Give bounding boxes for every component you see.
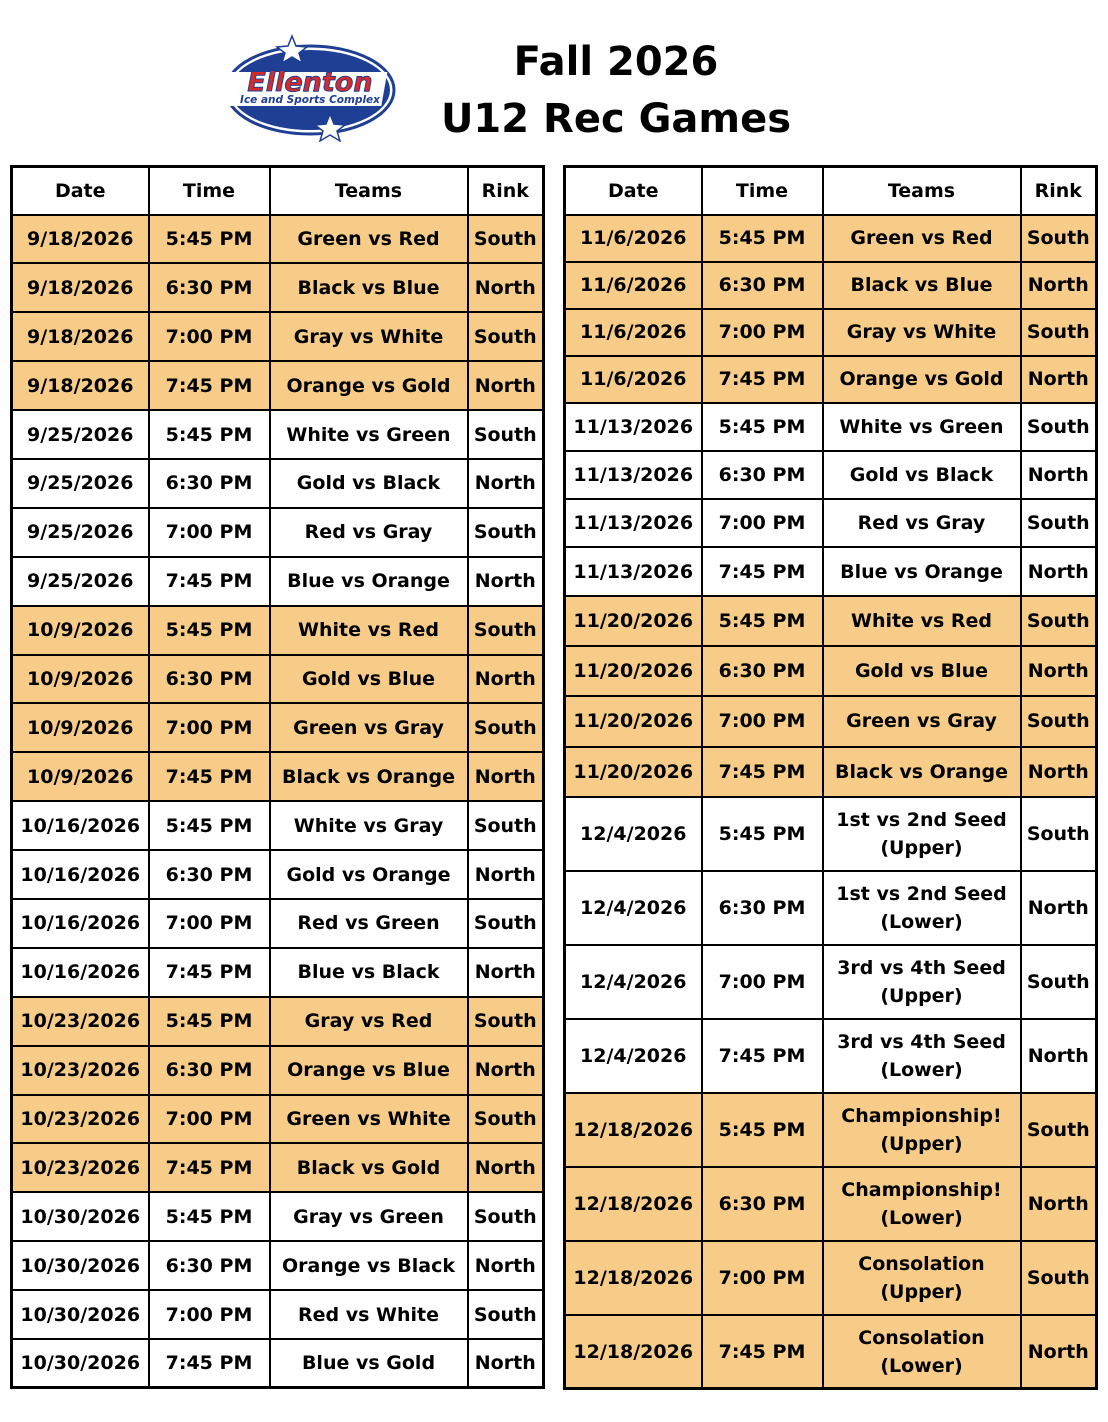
- game-teams: Black vs Orange: [270, 752, 468, 801]
- game-date: 11/6/2026: [565, 215, 702, 262]
- game-row: [565, 451, 1097, 499]
- game-date: 11/6/2026: [565, 262, 702, 309]
- game-time: 5:45 PM: [149, 606, 270, 655]
- game-teams: Gold vs Blue: [270, 655, 468, 704]
- game-time: 5:45 PM: [149, 215, 270, 264]
- game-rink: North: [1021, 262, 1097, 309]
- game-row: [12, 508, 544, 557]
- game-time: 6:30 PM: [149, 1046, 270, 1095]
- game-rink: North: [468, 1339, 544, 1388]
- game-teams: [823, 1167, 1021, 1241]
- game-date: 9/18/2026: [12, 215, 149, 264]
- game-row: [565, 871, 1097, 945]
- game-date: 10/30/2026: [12, 1241, 149, 1290]
- game-time: 6:30 PM: [702, 871, 823, 945]
- game-date: 9/18/2026: [12, 263, 149, 312]
- game-rink: North: [468, 655, 544, 704]
- game-time: 6:30 PM: [149, 850, 270, 899]
- game-row: [12, 801, 544, 850]
- game-date: 11/13/2026: [565, 451, 702, 499]
- page-title: [410, 34, 822, 148]
- game-teams: Gold vs Orange: [270, 850, 468, 899]
- game-date: 10/16/2026: [12, 948, 149, 997]
- game-time: 7:00 PM: [149, 899, 270, 948]
- game-row: [12, 948, 544, 997]
- game-time: 7:00 PM: [702, 309, 823, 356]
- game-rink: South: [468, 410, 544, 459]
- game-date: 12/18/2026: [565, 1241, 702, 1315]
- game-row: [565, 696, 1097, 746]
- header-time: Time: [149, 167, 270, 215]
- game-teams-line: Championship!: [841, 1104, 1002, 1127]
- game-row: [12, 1339, 544, 1388]
- game-time: 5:45 PM: [149, 801, 270, 850]
- game-teams-bracket: (Upper): [880, 1132, 963, 1155]
- game-time: 7:45 PM: [149, 948, 270, 997]
- game-teams: [823, 451, 1021, 499]
- game-row: [12, 997, 544, 1046]
- game-rink: South: [468, 312, 544, 361]
- game-row: [12, 410, 544, 459]
- game-teams-bracket: (Upper): [880, 1280, 963, 1303]
- game-rink: North: [468, 948, 544, 997]
- game-date: 10/23/2026: [12, 1095, 149, 1144]
- game-time: 7:45 PM: [702, 1315, 823, 1389]
- game-teams-line: Green vs Red: [850, 227, 993, 249]
- game-teams-line: Black vs Orange: [835, 760, 1008, 783]
- game-rink: North: [1021, 1315, 1097, 1389]
- header-row: [12, 167, 544, 215]
- game-rink: South: [1021, 1093, 1097, 1167]
- game-row: [12, 1192, 544, 1241]
- game-rink: South: [1021, 797, 1097, 871]
- game-date: 12/18/2026: [565, 1315, 702, 1389]
- schedule-table-left: [10, 165, 545, 1389]
- logo-wordmark: Ellenton: [247, 67, 373, 98]
- game-time: 6:30 PM: [702, 262, 823, 309]
- game-rink: North: [468, 1143, 544, 1192]
- game-row: [565, 747, 1097, 797]
- title-season: Fall 2026: [513, 39, 719, 85]
- game-teams: Orange vs Gold: [270, 361, 468, 410]
- title-division: U12 Rec Games: [440, 96, 792, 142]
- game-date: 10/23/2026: [12, 997, 149, 1046]
- game-date: 10/16/2026: [12, 801, 149, 850]
- game-date: 10/23/2026: [12, 1046, 149, 1095]
- game-row: [12, 752, 544, 801]
- game-teams: Blue vs Black: [270, 948, 468, 997]
- game-time: 6:30 PM: [702, 1167, 823, 1241]
- game-teams-line: Gold vs Blue: [854, 660, 989, 683]
- game-row: [565, 1241, 1097, 1315]
- game-row: [12, 557, 544, 606]
- game-teams-bracket: (Lower): [880, 1206, 963, 1229]
- game-teams: Gray vs Red: [270, 997, 468, 1046]
- game-teams-line: 3rd vs 4th Seed: [837, 1030, 1006, 1053]
- game-teams-line: Gold vs Black: [849, 463, 994, 486]
- logo-tagline: Ice and Sports Complex: [240, 94, 380, 106]
- header-date: Date: [12, 167, 149, 215]
- game-date: 12/4/2026: [565, 871, 702, 945]
- game-teams: Green vs White: [270, 1095, 468, 1144]
- game-teams-bracket: (Lower): [880, 1354, 963, 1377]
- game-time: 7:45 PM: [702, 547, 823, 595]
- game-teams: Orange vs Black: [270, 1241, 468, 1290]
- game-teams: [823, 1241, 1021, 1315]
- game-row: [12, 899, 544, 948]
- game-teams-line: Consolation: [858, 1252, 985, 1275]
- game-teams: [823, 499, 1021, 547]
- game-teams: Green vs Red: [270, 215, 468, 264]
- game-date: 10/16/2026: [12, 850, 149, 899]
- game-teams: [823, 871, 1021, 945]
- game-teams: Blue vs Gold: [270, 1339, 468, 1388]
- game-teams: [823, 696, 1021, 746]
- game-rink: North: [1021, 646, 1097, 696]
- game-teams: Orange vs Blue: [270, 1046, 468, 1095]
- game-time: 7:45 PM: [149, 752, 270, 801]
- game-rink: South: [468, 703, 544, 752]
- game-teams: [823, 309, 1021, 356]
- game-time: 7:00 PM: [702, 945, 823, 1019]
- game-date: 10/9/2026: [12, 655, 149, 704]
- game-date: 9/18/2026: [12, 361, 149, 410]
- game-row: [12, 312, 544, 361]
- game-row: [565, 1167, 1097, 1241]
- game-teams: [823, 262, 1021, 309]
- game-rink: North: [1021, 547, 1097, 595]
- game-row: [12, 1095, 544, 1144]
- game-time: 7:00 PM: [702, 696, 823, 746]
- game-row: [565, 596, 1097, 646]
- game-rink: South: [468, 215, 544, 264]
- game-teams: [823, 1019, 1021, 1093]
- game-teams: Blue vs Orange: [270, 557, 468, 606]
- game-rink: North: [1021, 1167, 1097, 1241]
- game-row: [565, 1315, 1097, 1389]
- game-teams: [823, 797, 1021, 871]
- game-time: 5:45 PM: [702, 1093, 823, 1167]
- game-date: 9/25/2026: [12, 459, 149, 508]
- game-time: 7:45 PM: [702, 747, 823, 797]
- game-teams: [823, 1093, 1021, 1167]
- game-teams: Gray vs White: [270, 312, 468, 361]
- game-rink: North: [1021, 451, 1097, 499]
- game-date: 12/4/2026: [565, 1019, 702, 1093]
- header-date: Date: [565, 167, 702, 215]
- header-rink: Rink: [468, 167, 544, 215]
- game-teams-line: 1st vs 2nd Seed: [836, 808, 1007, 831]
- header-rink: Rink: [1021, 167, 1097, 215]
- game-teams-line: 1st vs 2nd Seed: [836, 882, 1007, 905]
- game-date: 10/30/2026: [12, 1290, 149, 1339]
- game-row: [565, 1093, 1097, 1167]
- game-row: [12, 850, 544, 899]
- game-rink: South: [1021, 596, 1097, 646]
- game-time: 7:00 PM: [149, 508, 270, 557]
- game-teams: [823, 646, 1021, 696]
- game-row: [12, 263, 544, 312]
- game-rink: South: [1021, 215, 1097, 262]
- game-time: 5:45 PM: [149, 410, 270, 459]
- game-row: [565, 499, 1097, 547]
- game-row: [12, 703, 544, 752]
- game-row: [565, 945, 1097, 1019]
- game-row: [12, 606, 544, 655]
- ellenton-logo: [222, 34, 402, 142]
- game-teams: White vs Green: [270, 410, 468, 459]
- game-time: 5:45 PM: [702, 596, 823, 646]
- game-teams: Black vs Gold: [270, 1143, 468, 1192]
- game-date: 10/9/2026: [12, 752, 149, 801]
- game-teams: [823, 945, 1021, 1019]
- game-teams: Green vs Gray: [270, 703, 468, 752]
- game-row: [12, 459, 544, 508]
- game-teams: Gold vs Black: [270, 459, 468, 508]
- game-time: 7:45 PM: [149, 557, 270, 606]
- game-rink: South: [468, 1290, 544, 1339]
- game-row: [12, 1143, 544, 1192]
- game-time: 6:30 PM: [149, 263, 270, 312]
- game-date: 10/9/2026: [12, 606, 149, 655]
- game-date: 9/25/2026: [12, 557, 149, 606]
- game-rink: North: [468, 1046, 544, 1095]
- game-row: [565, 547, 1097, 595]
- game-time: 7:00 PM: [702, 499, 823, 547]
- game-date: 11/6/2026: [565, 309, 702, 356]
- game-time: 7:45 PM: [702, 1019, 823, 1093]
- game-teams-line: Black vs Blue: [850, 274, 993, 296]
- game-teams-line: 3rd vs 4th Seed: [837, 956, 1006, 979]
- game-row: [565, 403, 1097, 451]
- game-rink: South: [1021, 499, 1097, 547]
- game-rink: South: [1021, 945, 1097, 1019]
- game-row: [565, 215, 1097, 262]
- game-date: 12/18/2026: [565, 1093, 702, 1167]
- game-date: 11/13/2026: [565, 403, 702, 451]
- game-teams: Red vs Gray: [270, 508, 468, 557]
- game-time: 7:45 PM: [149, 361, 270, 410]
- game-date: 11/20/2026: [565, 646, 702, 696]
- game-time: 7:45 PM: [702, 356, 823, 403]
- game-rink: North: [1021, 356, 1097, 403]
- game-teams: [823, 356, 1021, 403]
- game-date: 12/4/2026: [565, 945, 702, 1019]
- game-teams: [823, 215, 1021, 262]
- game-teams: [823, 547, 1021, 595]
- header-teams: Teams: [270, 167, 468, 215]
- game-teams-line: Orange vs Gold: [839, 368, 1004, 390]
- game-rink: North: [468, 361, 544, 410]
- game-time: 5:45 PM: [702, 797, 823, 871]
- game-rink: North: [468, 459, 544, 508]
- game-teams-bracket: (Lower): [880, 1058, 963, 1081]
- header-teams: Teams: [823, 167, 1021, 215]
- game-time: 5:45 PM: [149, 1192, 270, 1241]
- game-row: [565, 262, 1097, 309]
- game-date: 11/6/2026: [565, 356, 702, 403]
- game-rink: South: [468, 606, 544, 655]
- game-date: 11/13/2026: [565, 499, 702, 547]
- game-date: 12/4/2026: [565, 797, 702, 871]
- game-rink: North: [1021, 1019, 1097, 1093]
- schedule-table-right: [563, 165, 1098, 1390]
- game-row: [565, 797, 1097, 871]
- game-date: 9/25/2026: [12, 410, 149, 459]
- game-rink: South: [1021, 696, 1097, 746]
- game-row: [565, 309, 1097, 356]
- game-teams: White vs Gray: [270, 801, 468, 850]
- game-teams-line: White vs Green: [839, 415, 1004, 438]
- game-rink: South: [468, 508, 544, 557]
- game-time: 7:00 PM: [149, 312, 270, 361]
- game-time: 7:00 PM: [149, 1290, 270, 1339]
- game-date: 11/20/2026: [565, 596, 702, 646]
- game-teams-line: Red vs Gray: [857, 512, 986, 535]
- game-time: 5:45 PM: [702, 403, 823, 451]
- header-row: [565, 167, 1097, 215]
- game-rink: North: [468, 850, 544, 899]
- game-teams: Red vs Green: [270, 899, 468, 948]
- game-date: 10/30/2026: [12, 1192, 149, 1241]
- game-rink: South: [1021, 309, 1097, 356]
- game-time: 7:45 PM: [149, 1339, 270, 1388]
- game-row: [12, 655, 544, 704]
- game-time: 7:00 PM: [149, 703, 270, 752]
- game-teams: White vs Red: [270, 606, 468, 655]
- game-rink: North: [1021, 747, 1097, 797]
- game-teams-bracket: (Lower): [880, 910, 963, 933]
- game-teams: [823, 1315, 1021, 1389]
- game-date: 10/9/2026: [12, 703, 149, 752]
- game-row: [12, 1290, 544, 1339]
- game-rink: South: [468, 801, 544, 850]
- game-rink: South: [468, 899, 544, 948]
- game-time: 6:30 PM: [149, 1241, 270, 1290]
- game-date: 10/23/2026: [12, 1143, 149, 1192]
- game-teams-line: Gray vs White: [846, 321, 997, 343]
- game-date: 12/18/2026: [565, 1167, 702, 1241]
- game-date: 11/13/2026: [565, 547, 702, 595]
- header-time: Time: [702, 167, 823, 215]
- game-date: 10/16/2026: [12, 899, 149, 948]
- game-rink: North: [468, 557, 544, 606]
- game-rink: North: [468, 263, 544, 312]
- game-time: 7:45 PM: [149, 1143, 270, 1192]
- game-time: 6:30 PM: [149, 655, 270, 704]
- game-row: [565, 356, 1097, 403]
- game-teams-line: Blue vs Orange: [840, 560, 1003, 583]
- game-rink: South: [1021, 1241, 1097, 1315]
- game-row: [12, 361, 544, 410]
- game-date: 9/25/2026: [12, 508, 149, 557]
- game-rink: North: [468, 1241, 544, 1290]
- game-rink: South: [468, 1095, 544, 1144]
- game-teams-bracket: (Upper): [880, 836, 963, 859]
- game-time: 7:00 PM: [702, 1241, 823, 1315]
- game-teams-line: Green vs Gray: [846, 710, 997, 733]
- game-time: 6:30 PM: [702, 646, 823, 696]
- game-teams-line: Consolation: [858, 1326, 985, 1349]
- game-date: 9/18/2026: [12, 312, 149, 361]
- game-row: [565, 1019, 1097, 1093]
- game-teams: [823, 747, 1021, 797]
- game-rink: North: [1021, 871, 1097, 945]
- game-rink: South: [468, 997, 544, 1046]
- game-date: 11/20/2026: [565, 747, 702, 797]
- game-teams: Gray vs Green: [270, 1192, 468, 1241]
- game-time: 6:30 PM: [702, 451, 823, 499]
- game-time: 7:00 PM: [149, 1095, 270, 1144]
- game-row: [12, 1046, 544, 1095]
- game-teams: [823, 596, 1021, 646]
- game-row: [565, 646, 1097, 696]
- game-teams-line: Championship!: [841, 1178, 1002, 1201]
- game-row: [12, 215, 544, 264]
- game-date: 10/30/2026: [12, 1339, 149, 1388]
- game-row: [12, 1241, 544, 1290]
- game-teams-bracket: (Upper): [880, 984, 963, 1007]
- game-teams-line: White vs Red: [850, 609, 992, 632]
- game-rink: South: [468, 1192, 544, 1241]
- game-time: 5:45 PM: [702, 215, 823, 262]
- game-teams: [823, 403, 1021, 451]
- game-date: 11/20/2026: [565, 696, 702, 746]
- game-rink: North: [468, 752, 544, 801]
- game-teams: Red vs White: [270, 1290, 468, 1339]
- game-teams: Black vs Blue: [270, 263, 468, 312]
- game-rink: South: [1021, 403, 1097, 451]
- game-time: 5:45 PM: [149, 997, 270, 1046]
- game-time: 6:30 PM: [149, 459, 270, 508]
